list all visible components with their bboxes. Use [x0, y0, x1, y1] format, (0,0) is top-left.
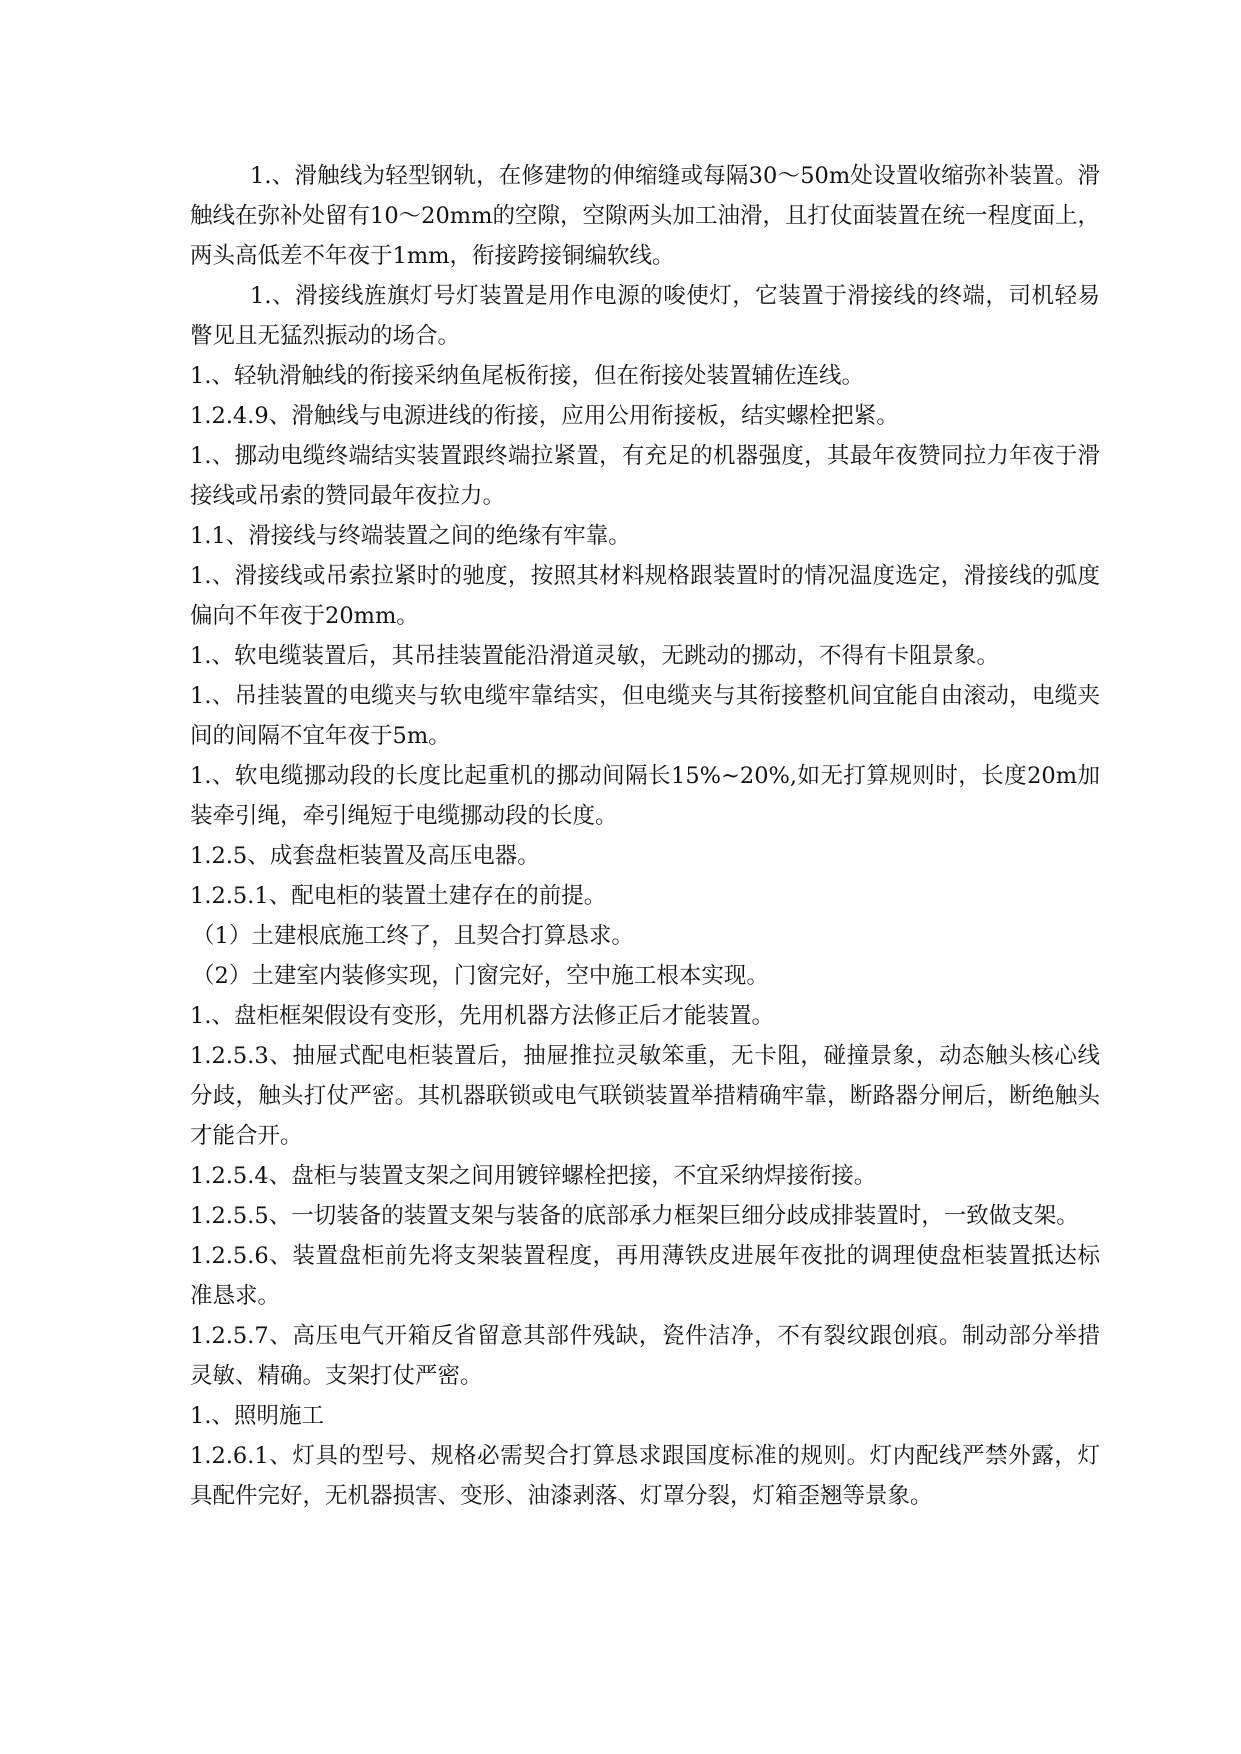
section-heading: 1.2.5、成套盘柜装置及高压电器。: [190, 843, 540, 869]
paragraph: 1.、滑触线为轻型钢轨，在修建物的伸缩缝或每隔30～50m处设置收缩弥补装置。滑触线在弥补处留有10～20mm的空隙，空隙两头加工油滑，且打仗面装置在统一程度面上，两头高低差不年夜于1mm，衔接跨接铜编软线。: [190, 163, 1100, 269]
paragraph: 1.、挪动电缆终端结实装置跟终端拉紧置，有充足的机器强度，其最年夜赞同拉力年夜于滑接线或吊索的赞同最年夜拉力。: [190, 443, 1100, 509]
paragraph: 1.2.6.1、灯具的型号、规格必需契合打算恳求跟国度标准的规则。灯内配线严禁外露，灯具配件完好，无机器损害、变形、油漆剥落、灯罩分裂，灯箱歪翘等景象。: [190, 1443, 1100, 1509]
paragraph: 1.、软电缆挪动段的长度比起重机的挪动间隔长15%~20%,如无打算规则时，长度20m加装牵引绳，牵引绳短于电缆挪动段的长度。: [190, 763, 1100, 829]
paragraph: 1.、盘柜框架假设有变形，先用机器方法修正后才能装置。: [190, 1003, 774, 1029]
paragraph: 1.2.5.4、盘柜与装置支架之间用镀锌螺栓把接，不宜采纳焊接衔接。: [190, 1163, 877, 1189]
document-page: [190, 156, 1100, 1516]
subsection-heading: 1.2.5.1、配电柜的装置土建存在的前提。: [190, 883, 607, 909]
paragraph: 1.1、滑接线与终端装置之间的绝缘有牢靠。: [190, 523, 631, 549]
paragraph: 1.2.5.7、高压电气开箱反省留意其部件残缺，瓷件洁净，不有裂纹跟创痕。制动部分举措灵敏、精确。支架打仗严密。: [190, 1323, 1100, 1389]
paragraph: 1.、吊挂装置的电缆夹与软电缆牢靠结实，但电缆夹与其衔接整机间宜能自由滚动，电缆夹间的间隔不宜年夜于5m。: [190, 683, 1100, 749]
paragraph: 1.、滑接线或吊索拉紧时的驰度，按照其材料规格跟装置时的情况温度选定，滑接线的弧度偏向不年夜于20mm。: [190, 563, 1100, 629]
list-item: （1）土建根底施工终了，且契合打算恳求。: [192, 923, 634, 949]
paragraph: 1.2.5.5、一切装备的装置支架与装备的底部承力框架巨细分歧成排装置时，一致做支架。: [190, 1203, 1079, 1229]
paragraph: 1.2.5.3、抽屉式配电柜装置后，抽屉推拉灵敏笨重，无卡阻，碰撞景象，动态触头核心线分歧，触头打仗严密。其机器联锁或电气联锁装置举措精确牢靠，断路器分闸后，断绝触头才能合开。: [190, 1043, 1100, 1149]
paragraph: 1.、滑接线旌旗灯号灯装置是用作电源的唆使灯，它装置于滑接线的终端，司机轻易瞥见且无猛烈振动的场合。: [190, 283, 1100, 349]
paragraph: 1.、软电缆装置后，其吊挂装置能沿滑道灵敏，无跳动的挪动，不得有卡阻景象。: [190, 643, 999, 669]
section-heading: 1.、照明施工: [190, 1403, 324, 1429]
paragraph: 1.、轻轨滑触线的衔接采纳鱼尾板衔接，但在衔接处装置辅佐连线。: [190, 363, 864, 389]
list-item: （2）土建室内装修实现，门窗完好，空中施工根本实现。: [192, 963, 769, 989]
paragraph: 1.2.5.6、装置盘柜前先将支架装置程度，再用薄铁皮进展年夜批的调理使盘柜装置抵达标准恳求。: [190, 1243, 1100, 1309]
paragraph: 1.2.4.9、滑触线与电源进线的衔接，应用公用衔接板，结实螺栓把紧。: [190, 403, 899, 429]
